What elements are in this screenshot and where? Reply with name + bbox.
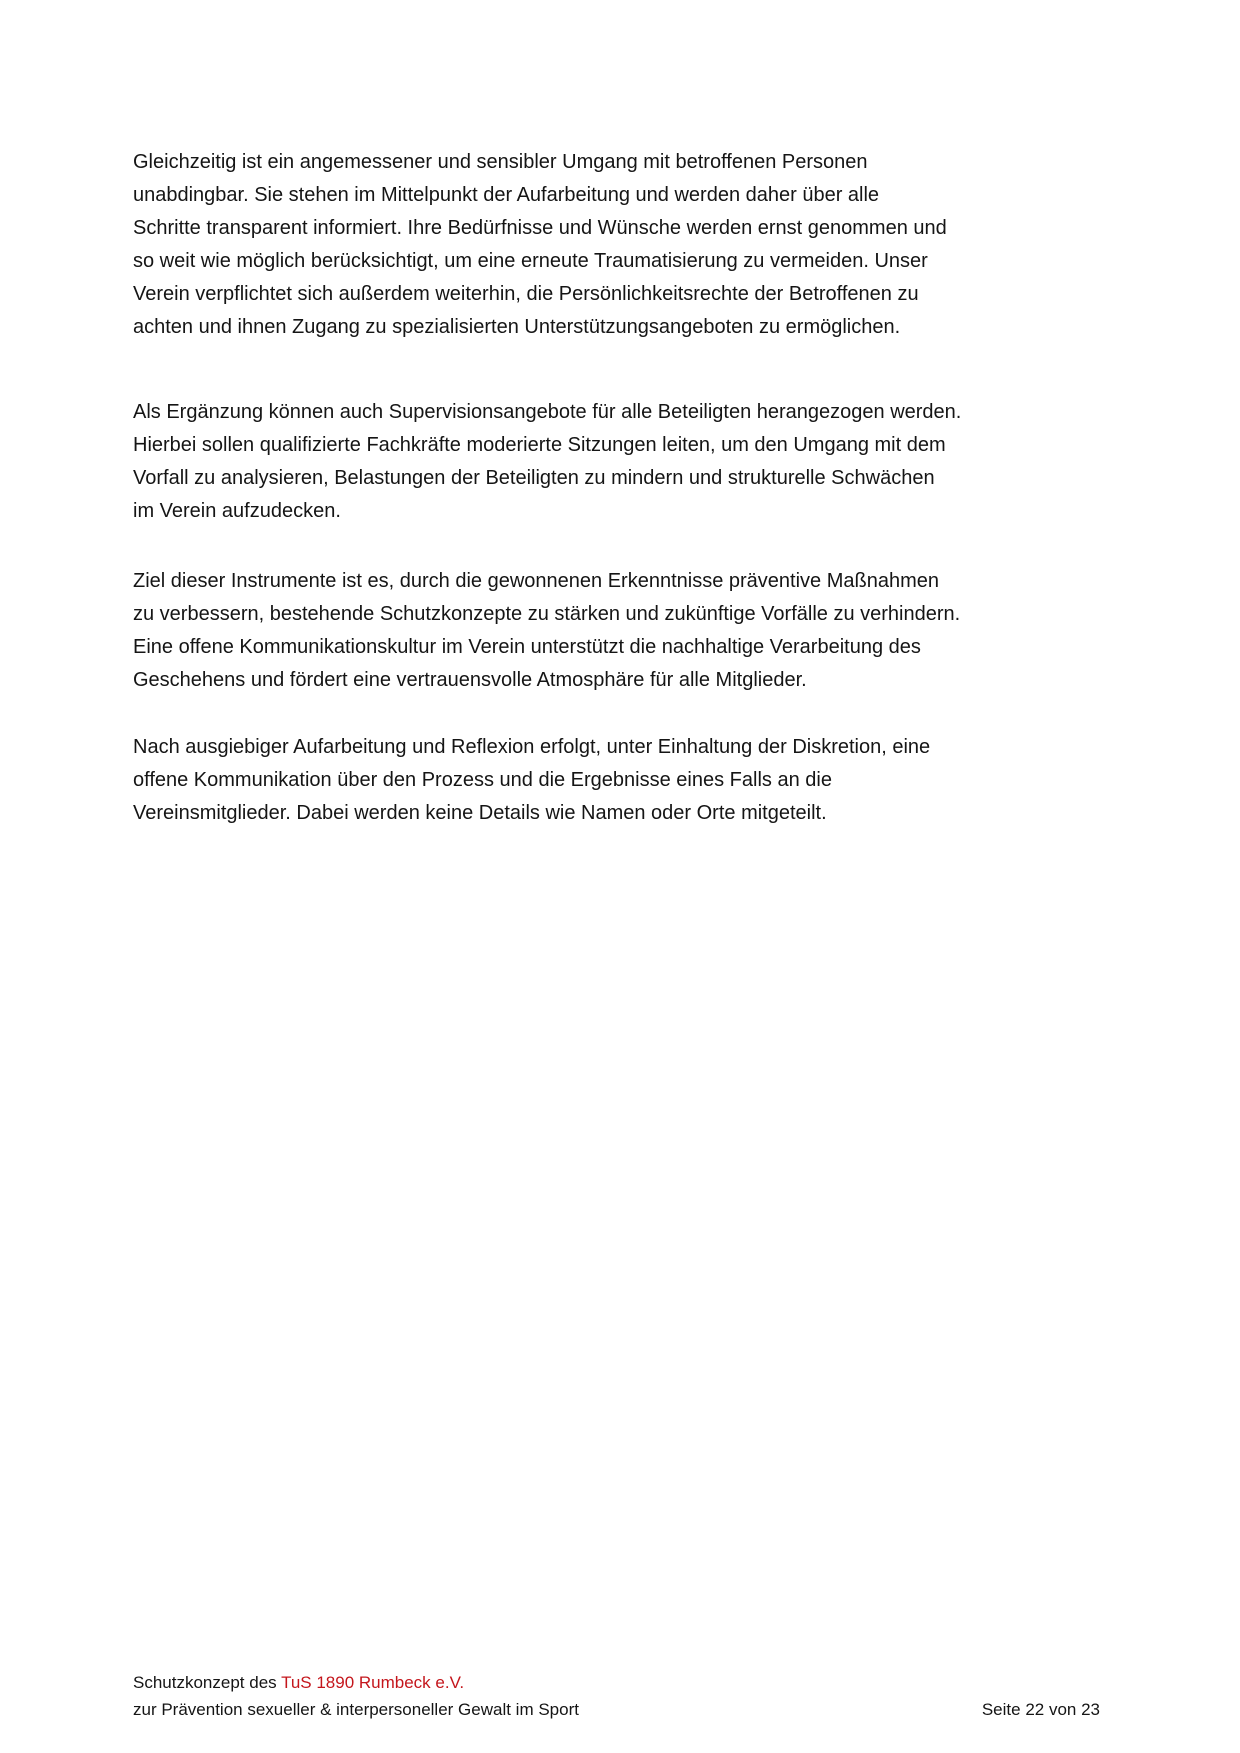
text-line: offene Kommunikation über den Prozess und die Ergebnisse eines Falls an die (133, 769, 832, 791)
text-line: Gleichzeitig ist ein angemessener und sensibler Umgang mit betroffenen Personen (133, 151, 868, 173)
page-footer (133, 1669, 1100, 1723)
document-body (133, 146, 1040, 864)
footer-doc-subtitle: zur Prävention sexueller & interpersoneller Gewalt im Sport (133, 1700, 579, 1719)
paragraph (133, 146, 1040, 344)
text-line: Vorfall zu analysieren, Belastungen der Beteiligten zu mindern und strukturelle Schwächen (133, 467, 935, 489)
text-line: Schritte transparent informiert. Ihre Bedürfnisse und Wünsche werden ernst genommen und (133, 217, 947, 239)
paragraph (133, 731, 1040, 830)
text-line: Hierbei sollen qualifizierte Fachkräfte moderierte Sitzungen leiten, um den Umgang mit dem (133, 434, 946, 456)
text-line: unabdingbar. Sie stehen im Mittelpunkt der Aufarbeitung und werden daher über alle (133, 184, 880, 206)
text-line: achten und ihnen Zugang zu spezialisierten Unterstützungsangeboten zu ermöglichen. (133, 316, 901, 338)
page-number-indicator: Seite 22 von 23 (981, 1700, 1100, 1719)
footer-doc-label-prefix: Schutzkonzept des (133, 1673, 282, 1692)
paragraph (133, 565, 1040, 697)
paragraph (133, 396, 1040, 528)
footer-document-label (133, 1669, 579, 1723)
text-line: zu verbessern, bestehende Schutzkonzepte zu stärken und zukünftige Vorfälle zu verhindern. (133, 603, 961, 625)
text-line: Geschehens und fördert eine vertrauensvolle Atmosphäre für alle Mitglieder. (133, 669, 807, 691)
text-line: Nach ausgiebiger Aufarbeitung und Reflexion erfolgt, unter Einhaltung der Diskretion, eine (133, 736, 931, 758)
text-line: im Verein aufzudecken. (133, 500, 341, 522)
text-line: Verein verpflichtet sich außerdem weiterhin, die Persönlichkeitsrechte der Betroffenen zu (133, 283, 919, 305)
text-line: Als Ergänzung können auch Supervisionsangebote für alle Beteiligten herangezogen werden. (133, 401, 962, 423)
text-line: Ziel dieser Instrumente ist es, durch die gewonnenen Erkenntnisse präventive Maßnahmen (133, 570, 939, 592)
text-line: Vereinsmitglieder. Dabei werden keine Details wie Namen oder Orte mitgeteilt. (133, 802, 827, 824)
text-line: Eine offene Kommunikationskultur im Verein unterstützt die nachhaltige Verarbeitung des (133, 636, 921, 658)
text-line: so weit wie möglich berücksichtigt, um eine erneute Traumatisierung zu vermeiden. Unser (133, 250, 928, 272)
footer-line-1 (133, 1669, 579, 1696)
footer-club-name: TuS 1890 Rumbeck e.V. (281, 1673, 465, 1692)
